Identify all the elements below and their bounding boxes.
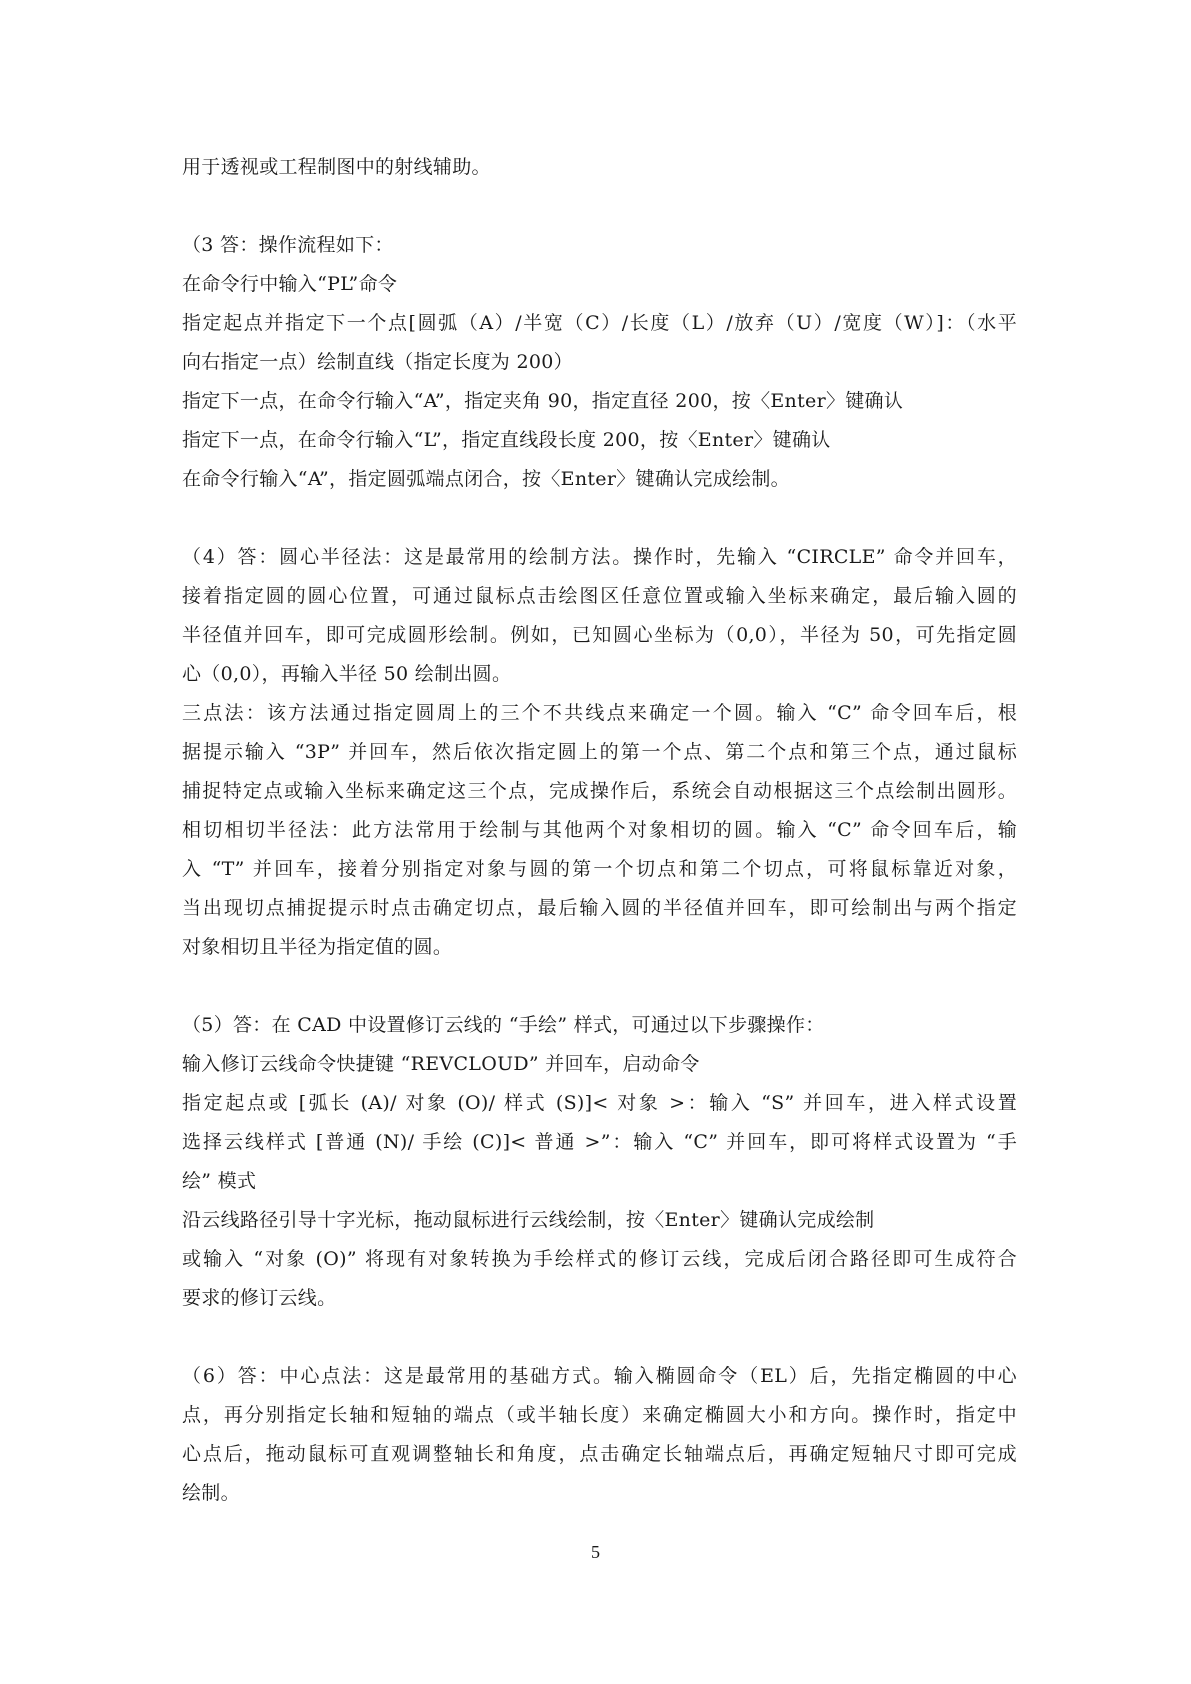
paragraph-gap [182,1318,1017,1357]
text-line: （3 答：操作流程如下： [182,234,394,256]
text-line: 或输入 “对象 (O)” 将现有对象转换为手绘样式的修订云线，完成后闭合路径即可生成符合 [182,1248,1017,1270]
text-line: 沿云线路径引导十字光标，拖动鼠标进行云线绘制，按〈Enter〉键确认完成绘制 [182,1209,875,1231]
page-number: 5 [591,1542,600,1562]
text-line: （5）答：在 CAD 中设置修订云线的 “手绘” 样式，可通过以下步骤操作： [182,1014,825,1036]
text-line: 入 “T” 并回车，接着分别指定对象与圆的第一个切点和第二个切点，可将鼠标靠近对象， [182,858,1017,880]
text-line: 绘” 模式 [182,1170,257,1192]
text-line: 据提示输入 “3P” 并回车，然后依次指定圆上的第一个点、第二个点和第三个点，通过鼠标 [182,741,1017,763]
text-line: 心（0,0），再输入半径 50 绘制出圆。 [182,663,512,685]
text-line: 在命令行输入“A”，指定圆弧端点闭合，按〈Enter〉键确认完成绘制。 [182,468,790,490]
paragraph-block [182,538,1017,967]
text-line: 半径值并回车，即可完成圆形绘制。例如，已知圆心坐标为（0,0），半径为 50，可先指定圆 [182,624,1017,646]
text-line: 指定下一点，在命令行输入“L”，指定直线段长度 200，按〈Enter〉键确认 [182,429,831,451]
text-line: 绘制。 [182,1482,240,1504]
paragraph-block [182,148,1017,187]
text-line: 指定起点并指定下一个点[圆弧（A）/半宽（C）/长度（L）/放弃（U）/宽度（W）]：（水平 [182,312,1017,334]
text-line: 三点法：该方法通过指定圆周上的三个不共线点来确定一个圆。输入 “C” 命令回车后，根 [182,702,1017,724]
text-line: 在命令行中输入“PL”命令 [182,273,398,295]
text-line: 点，再分别指定长轴和短轴的端点（或半轴长度）来确定椭圆大小和方向。操作时，指定中 [182,1404,1017,1426]
text-line: 用于透视或工程制图中的射线辅助。 [182,156,491,178]
document-body [182,148,1017,1513]
text-line: 捕捉特定点或输入坐标来确定这三个点，完成操作后，系统会自动根据这三个点绘制出圆形。 [182,780,1017,802]
text-line: 当出现切点捕捉提示时点击确定切点，最后输入圆的半径值并回车，即可绘制出与两个指定 [182,897,1017,919]
text-line: 对象相切且半径为指定值的圆。 [182,936,453,958]
text-line: （4）答：圆心半径法：这是最常用的绘制方法。操作时，先输入 “CIRCLE” 命令并回车， [182,546,1017,568]
text-line: 心点后，拖动鼠标可直观调整轴长和角度，点击确定长轴端点后，再确定短轴尺寸即可完成 [182,1443,1017,1465]
text-line: 指定起点或 [弧长 (A)/ 对象 (O)/ 样式 (S)]< 对象 >：输入 “S” 并回车，进入样式设置 [182,1092,1017,1114]
text-line: 接着指定圆的圆心位置，可通过鼠标点击绘图区任意位置或输入坐标来确定，最后输入圆的 [182,585,1017,607]
text-line: 要求的修订云线。 [182,1287,337,1309]
paragraph-gap [182,499,1017,538]
text-line: 向右指定一点）绘制直线（指定长度为 200） [182,351,573,373]
paragraph-block [182,1357,1017,1513]
text-line: 相切相切半径法：此方法常用于绘制与其他两个对象相切的圆。输入 “C” 命令回车后，输 [182,819,1017,841]
paragraph-block [182,1006,1017,1318]
text-line: 输入修订云线命令快捷键 “REVCLOUD” 并回车，启动命令 [182,1053,700,1075]
paragraph-gap [182,187,1017,226]
text-line: （6）答：中心点法：这是最常用的基础方式。输入椭圆命令（EL）后，先指定椭圆的中心 [182,1365,1017,1387]
paragraph-block [182,226,1017,499]
paragraph-gap [182,967,1017,1006]
text-line: 选择云线样式 [普通 (N)/ 手绘 (C)]< 普通 >”：输入 “C” 并回车，即可将样式设置为 “手 [182,1131,1017,1153]
text-line: 指定下一点，在命令行输入“A”，指定夹角 90，指定直径 200，按〈Enter〉键确认 [182,390,904,412]
